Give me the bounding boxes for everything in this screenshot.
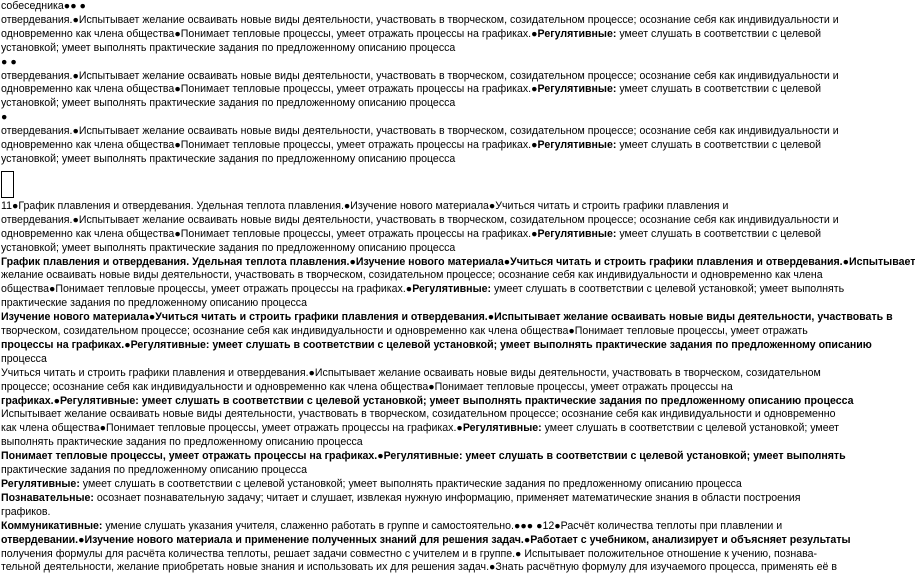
text-line (1, 450, 846, 464)
text-line (1, 125, 839, 139)
text-segment: установкой; умеет выполнять практические задания по предложенному описанию процесса (1, 97, 456, 110)
text-segment: умеет слушать в соответствии с целевой (616, 27, 822, 40)
text-segment: умеет слушать в соответствии с целевой установкой; умеет выполнять (491, 283, 845, 296)
text-line (1, 436, 810, 450)
text-line (1, 69, 839, 84)
text-line (1, 27, 822, 42)
text-segment: отвердевания.●Испытывает желание осваивать новые виды деятельности, участвовать в творческом, созидательном процессе; осознание себя как индивидуальности и (1, 69, 839, 82)
table-cell-box (1, 171, 14, 198)
text-line (1, 533, 851, 548)
text-segment: установкой; умеет выполнять практические задания по предложенному описанию процесса (1, 41, 456, 54)
text-segment: выполнять практические задания по предложенному описанию процесса (1, 436, 363, 449)
text-line (1, 338, 872, 353)
bold-text-segment: Познавательные: (1, 491, 94, 504)
text-line (1, 42, 810, 56)
bold-text-segment: Регулятивные: (1, 478, 80, 490)
text-line (1, 561, 837, 575)
text-line (1, 0, 810, 14)
text-segment: общества●Понимает тепловые процессы, умеет отражать процессы на графиках.● (1, 283, 413, 296)
text-segment: Учиться читать и строить графики плавления и отвердевания.●Испытывает желание осваивать новые виды деятельности, участвовать в творческом, созидательном (1, 366, 821, 379)
text-line (1, 153, 810, 167)
text-line (1, 464, 810, 478)
text-line (1, 283, 845, 297)
text-line (1, 520, 810, 534)
text-line (1, 111, 810, 125)
text-line (1, 139, 822, 153)
text-line (1, 422, 840, 436)
text-line (1, 478, 810, 492)
text-line (1, 381, 810, 395)
text-line (1, 547, 818, 562)
bold-text-segment: Регулятивные: (462, 422, 542, 435)
text-line (1, 325, 810, 339)
text-line (1, 213, 839, 228)
text-line (1, 353, 810, 367)
text-segment: установкой; умеет выполнять практические задания по предложенному описанию процесса (1, 241, 456, 254)
text-segment: как члена общества●Понимает тепловые процессы, умеет отражать процессы на графиках.● (1, 422, 463, 435)
text-segment: умеет слушать в соответствии с целевой (616, 227, 822, 240)
text-segment: одновременно как члена общества●Понимает тепловые процессы, умеет отражать процессы на графиках.● (1, 139, 538, 152)
text-line (1, 56, 810, 70)
text-line (1, 297, 810, 311)
text-segment: умение слушать указания учителя, слаженно работать в группе и самостоятельно.●●● ●12●Расчёт количества теплоты при плавлении и (102, 519, 783, 532)
text-line (1, 200, 810, 214)
text-segment: получения формулы для расчёта количества теплоты, решает задачи совместно с учителем и в группе.● Испытывает положительное отношение к учению, познава- (1, 547, 818, 560)
text-line (1, 255, 915, 270)
text-line (1, 366, 821, 381)
text-line (1, 83, 822, 97)
bold-text-segment: отвердевании.●Изучение нового материала и применение полученных знаний для решения задач.●Работает с учебником, анализирует и объясняет результаты (1, 533, 851, 546)
text-segment: одновременно как члена общества●Понимает тепловые процессы, умеет отражать процессы на графиках.● (1, 27, 538, 40)
text-segment: умеет слушать в соответствии с целевой (616, 139, 822, 152)
bold-text-segment: Изучение нового материала●Учиться читать и строить графики плавления и отвердевания.●Испытывает желание осваивать новые виды деятельности, участвовать в (1, 311, 893, 324)
text-segment: Испытывает желание осваивать новые виды деятельности, участвовать в творческом, созидательном процессе; осознание себя как индивидуальности и одновременно (1, 408, 836, 421)
text-line (1, 97, 810, 111)
text-line (1, 394, 854, 409)
text-line (1, 311, 893, 325)
text-line (1, 13, 839, 28)
text-segment: ● ● (1, 55, 17, 68)
text-segment: ● (1, 111, 8, 124)
text-segment: умеет слушать в соответствии с целевой (616, 83, 822, 96)
text-segment: желание осваивать новые виды деятельности, участвовать в творческом, созидательном процессе; осознание себя как индивидуальности и одновременно как члена (1, 269, 823, 282)
text-segment: процесса (1, 352, 47, 365)
text-line (1, 227, 822, 242)
bold-text-segment: Регулятивные: (412, 283, 492, 296)
text-segment: умеет слушать в соответствии с целевой установкой; умеет выполнять практические задания по предложенному описанию процесса (79, 478, 742, 490)
text-line (1, 269, 823, 283)
text-segment: творческом, созидательном процессе; осознание себя как индивидуальности и одновременно как члена общества●Понимает тепловые процессы, умеет отражать (1, 325, 808, 338)
text-segment: 11●График плавления и отвердевания. Удельная теплота плавления.●Изучение нового материала●Учиться читать и строить графики плавления и (1, 199, 729, 212)
bold-text-segment: процессы на графиках.●Регулятивные: умеет слушать в соответствии с целевой установкой; умеет выполнять практические задания по предложенному описанию (1, 338, 872, 351)
bold-text-segment: Регулятивные: (537, 139, 617, 152)
text-segment: практические задания по предложенному описанию процесса (1, 297, 307, 310)
text-segment: умеет слушать в соответствии с целевой установкой; умеет (541, 422, 840, 435)
text-line (1, 408, 836, 422)
bold-text-segment: Регулятивные: (537, 83, 617, 96)
text-segment: отвердевания.●Испытывает желание осваивать новые виды деятельности, участвовать в творческом, созидательном процессе; осознание себя как индивидуальности и (1, 213, 839, 226)
text-segment: графиков. (1, 505, 51, 518)
text-segment: одновременно как члена общества●Понимает тепловые процессы, умеет отражать процессы на графиках.● (1, 227, 538, 240)
text-segment: практические задания по предложенному описанию процесса (1, 464, 307, 477)
bold-text-segment: Понимает тепловые процессы, умеет отражать процессы на графиках.●Регулятивные: умеет слушать в соответствии с целевой установкой; умеет выполнять (1, 450, 846, 463)
text-line (1, 492, 810, 506)
bold-text-segment: Регулятивные: (537, 227, 617, 240)
text-segment: отвердевания.●Испытывает желание осваивать новые виды деятельности, участвовать в творческом, созидательном процессе; осознание себя как индивидуальности и (1, 125, 839, 138)
bold-text-segment: График плавления и отвердевания. Удельная теплота плавления.●Изучение нового материала●Учиться читать и строить графики плавления и отвердевания.●Испытывает (1, 255, 915, 268)
bold-text-segment: Коммуникативные: (1, 519, 103, 532)
text-segment: установкой; умеет выполнять практические задания по предложенному описанию процесса (1, 152, 456, 165)
bold-text-segment: Регулятивные: (537, 27, 617, 40)
text-line (1, 242, 810, 256)
text-segment: тельной деятельности, желание приобретать новые знания и использовать их для решения задач.●Знать расчётную формулу для изучаемого процесса, применять её в (1, 561, 837, 574)
text-segment: собеседника●● ● (1, 0, 86, 12)
bold-text-segment: графиках.●Регулятивные: умеет слушать в соответствии с целевой установкой; умеет выполнять практические задания по предложенному описанию процесса (1, 394, 854, 407)
text-segment: отвердевания.●Испытывает желание осваивать новые виды деятельности, участвовать в творческом, созидательном процессе; осознание себя как индивидуальности и (1, 13, 839, 26)
text-line (1, 506, 810, 520)
text-segment: одновременно как члена общества●Понимает тепловые процессы, умеет отражать процессы на графиках.● (1, 83, 538, 96)
text-segment: процессе; осознание себя как индивидуальности и одновременно как члена общества●Понимает тепловые процессы, умеет отражать процессы на (1, 380, 733, 393)
text-segment: осознает познавательную задачу; читает и слушает, извлекая нужную информацию, применяет математические знания в области построения (93, 491, 801, 504)
